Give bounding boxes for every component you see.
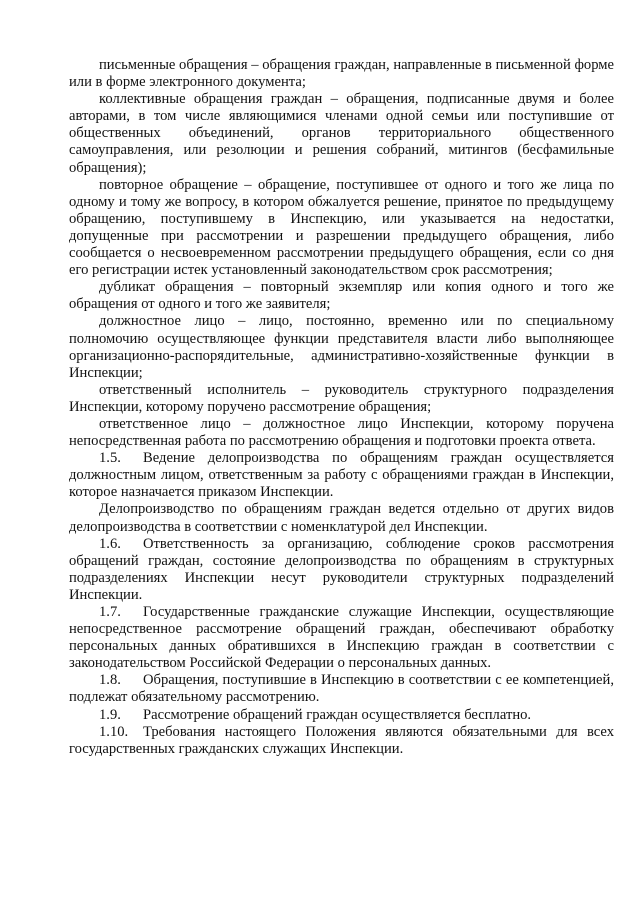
paragraph-1-10: 1.10. Требования настоящего Положения являются обязательными для всех государственных гражданских служащих Инспекции. <box>69 723 614 757</box>
paragraph-official: должностное лицо – лицо, постоянно, временно или по специальному полномочию осуществляющее функции представителя власти либо выполняющее организационно-распорядительные, административно-хозяйственные функции в Инспекции; <box>69 313 614 381</box>
paragraph-duplicate-appeal: дубликат обращения – повторный экземпляр или копия одного и того же обращения от одного и того же заявителя; <box>69 279 614 313</box>
paragraph-1-5: 1.5. Ведение делопроизводства по обращениям граждан осуществляется должностным лицом, ответственным за работу с обращениями граждан в Инспекции, которое назначается приказом Инспекции. <box>69 450 614 501</box>
paragraph-1-6: 1.6. Ответственность за организацию, соблюдение сроков рассмотрения обращений граждан, состояние делопроизводства по обращениям в структурных подразделениях Инспекции несут руководители структурных подразделений Инспекции. <box>69 535 614 603</box>
paragraph-1-9: 1.9. Рассмотрение обращений граждан осуществляется бесплатно. <box>99 706 532 723</box>
clause-number: 1.7. <box>99 604 121 620</box>
paragraph-written-appeals: письменные обращения – обращения граждан, направленные в письменной форме или в форме электронного документа; <box>69 57 614 91</box>
paragraph-responsible-executor: ответственный исполнитель – руководитель структурного подразделения Инспекции, которому поручено рассмотрение обращения; <box>69 381 614 415</box>
paragraph-1-8: 1.8. Обращения, поступившие в Инспекцию в соответствии с ее компетенцией, подлежат обязательному рассмотрению. <box>69 672 614 706</box>
document-page <box>69 57 614 758</box>
paragraph-responsible-person: ответственное лицо – должностное лицо Инспекции, которому поручена непосредственная работа по рассмотрению обращения и подготовки проекта ответа. <box>69 415 614 450</box>
clause-number: 1.6. <box>99 535 121 552</box>
clause-number: 1.5. <box>99 450 121 467</box>
paragraph-repeated-appeal: повторное обращение – обращение, поступившее от одного и того же лица по одному и тому же вопросу, в котором обжалуется решение, принятое по предыдущему обращению, поступившему в Инспекцию, или указывается на недостатки, допущенные при рассмотрении и разрешении предыдущего обращения, либо сообщается о несвоевременном рассмотрении предыдущего обращения, если со дня его регистрации истек установленный законодательством срок рассмотрения; <box>69 176 614 279</box>
paragraph-records-keeping: Делопроизводство по обращениям граждан ведется отдельно от других видов делопроизводства в соответствии с номенклатурой дел Инспекции. <box>69 501 614 535</box>
clause-number: 1.10. <box>99 723 129 740</box>
clause-number: 1.8. <box>99 672 121 689</box>
paragraph-1-7: 1.7. Государственные гражданские служащие Инспекции, осуществляющие непосредственное рассмотрение обращений граждан, обеспечивают обработку персональных данных обратившихся в Инспекцию граждан в соответствии с законодательством Российской Федерации о персональных данных. <box>69 604 614 672</box>
clause-number: 1.9. <box>99 706 121 723</box>
paragraph-collective-appeals: коллективные обращения граждан – обращения, подписанные двумя и более авторами, в том числе являющимися членами одной семьи или поступившие от общественных объединений, органов территориального общественного самоуправления, или резолюции и решения собраний, митингов (бесфамильные обращения); <box>69 91 614 176</box>
